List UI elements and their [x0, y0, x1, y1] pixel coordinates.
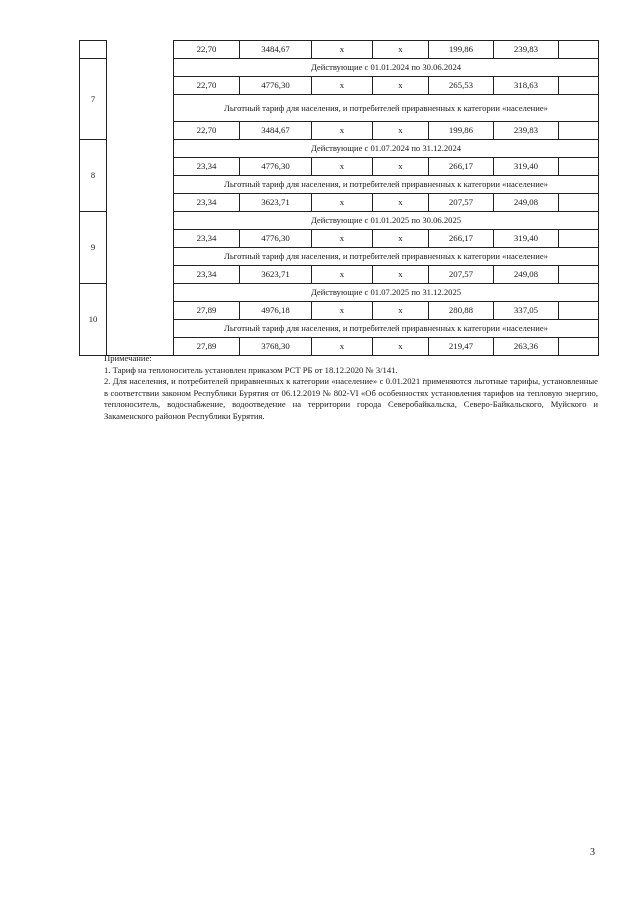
period-number-cell — [80, 41, 107, 59]
value-cell: x — [373, 77, 429, 95]
value-cell: 207,57 — [429, 194, 494, 212]
period-number-8: 8 — [80, 140, 107, 212]
blank-cell — [107, 284, 174, 356]
value-cell: 266,17 — [429, 158, 494, 176]
value-cell: 23,34 — [174, 158, 240, 176]
value-cell: x — [312, 41, 373, 59]
tariff-table — [79, 40, 599, 356]
value-cell: 4976,18 — [240, 302, 312, 320]
value-cell: 207,57 — [429, 266, 494, 284]
value-cell: x — [373, 338, 429, 356]
empty-cell — [559, 122, 599, 140]
value-cell: 4776,30 — [240, 158, 312, 176]
value-cell: 280,88 — [429, 302, 494, 320]
value-cell: x — [312, 158, 373, 176]
notes-heading: Примечание: — [104, 353, 152, 363]
blank-cell — [107, 41, 174, 59]
value-cell: x — [312, 230, 373, 248]
period-header: Действующие с 01.07.2024 по 31.12.2024 — [174, 140, 599, 158]
value-cell: x — [312, 338, 373, 356]
value-cell: 337,05 — [494, 302, 559, 320]
note-item-2: 2. Для населения, и потребителей приравненных к категории «население» с 0.01.2021 применяются льготные тарифы, установленные в соответствии законом Республики Бурятия от 06.12.2019 № 802-VI «Об особенностях установления тарифов на тепловую энергию, теплоноситель, водоснабжение, водоотведение на территории города Северобайкальска, Северо-Байкальского, Муйского и Закаменского районов Республики Бурятия. — [104, 376, 598, 421]
empty-cell — [559, 41, 599, 59]
table-row — [80, 59, 599, 77]
value-cell: 249,08 — [494, 194, 559, 212]
value-cell: 265,53 — [429, 77, 494, 95]
period-header: Действующие с 01.01.2025 по 30.06.2025 — [174, 212, 599, 230]
value-cell: 3768,30 — [240, 338, 312, 356]
period-number-10: 10 — [80, 284, 107, 356]
blank-cell — [107, 59, 174, 140]
value-cell: 319,40 — [494, 158, 559, 176]
value-cell: 4776,30 — [240, 77, 312, 95]
preferential-tariff-header: Льготный тариф для населения, и потребителей приравненных к категории «население» — [174, 320, 599, 338]
value-cell: x — [373, 194, 429, 212]
value-cell: 263,36 — [494, 338, 559, 356]
value-cell: 23,34 — [174, 230, 240, 248]
value-cell: 4776,30 — [240, 230, 312, 248]
value-cell: 3623,71 — [240, 194, 312, 212]
value-cell: x — [373, 266, 429, 284]
table-row — [80, 212, 599, 230]
value-cell: x — [312, 302, 373, 320]
value-cell: 199,86 — [429, 41, 494, 59]
value-cell: 3623,71 — [240, 266, 312, 284]
value-cell: 319,40 — [494, 230, 559, 248]
value-cell: x — [312, 194, 373, 212]
value-cell: 239,83 — [494, 41, 559, 59]
value-cell: 23,34 — [174, 266, 240, 284]
value-cell: 27,89 — [174, 338, 240, 356]
empty-cell — [559, 230, 599, 248]
value-cell: 239,83 — [494, 122, 559, 140]
value-cell: 318,63 — [494, 77, 559, 95]
blank-cell — [107, 212, 174, 284]
value-cell: x — [373, 41, 429, 59]
value-cell: 22,70 — [174, 122, 240, 140]
value-cell: x — [373, 158, 429, 176]
value-cell: 22,70 — [174, 77, 240, 95]
page-number: 3 — [590, 847, 595, 858]
value-cell: x — [373, 230, 429, 248]
value-cell: 266,17 — [429, 230, 494, 248]
empty-cell — [559, 158, 599, 176]
value-cell: 3484,67 — [240, 122, 312, 140]
value-cell: x — [312, 77, 373, 95]
empty-cell — [559, 77, 599, 95]
value-cell: x — [312, 122, 373, 140]
empty-cell — [559, 266, 599, 284]
value-cell: 249,08 — [494, 266, 559, 284]
value-cell: 219,47 — [429, 338, 494, 356]
note-item-1: 1. Тариф на теплоноситель установлен приказом РСТ РБ от 18.12.2020 № 3/141. — [104, 364, 398, 375]
table-row — [80, 41, 599, 59]
table-row — [80, 284, 599, 302]
value-cell: 3484,67 — [240, 41, 312, 59]
period-number-7: 7 — [80, 59, 107, 140]
empty-cell — [559, 194, 599, 212]
table-row — [80, 140, 599, 158]
value-cell: x — [373, 122, 429, 140]
preferential-tariff-header: Льготный тариф для населения, и потребителей приравненных к категории «население» — [174, 95, 599, 122]
empty-cell — [559, 302, 599, 320]
value-cell: x — [373, 302, 429, 320]
value-cell: 199,86 — [429, 122, 494, 140]
blank-cell — [107, 140, 174, 212]
preferential-tariff-header: Льготный тариф для населения, и потребителей приравненных к категории «население» — [174, 248, 599, 266]
value-cell: x — [312, 266, 373, 284]
value-cell: 23,34 — [174, 194, 240, 212]
notes-section — [104, 353, 598, 422]
period-header: Действующие с 01.07.2025 по 31.12.2025 — [174, 284, 599, 302]
value-cell: 27,89 — [174, 302, 240, 320]
period-number-9: 9 — [80, 212, 107, 284]
value-cell: 22,70 — [174, 41, 240, 59]
preferential-tariff-header: Льготный тариф для населения, и потребителей приравненных к категории «население» — [174, 176, 599, 194]
period-header: Действующие с 01.01.2024 по 30.06.2024 — [174, 59, 599, 77]
